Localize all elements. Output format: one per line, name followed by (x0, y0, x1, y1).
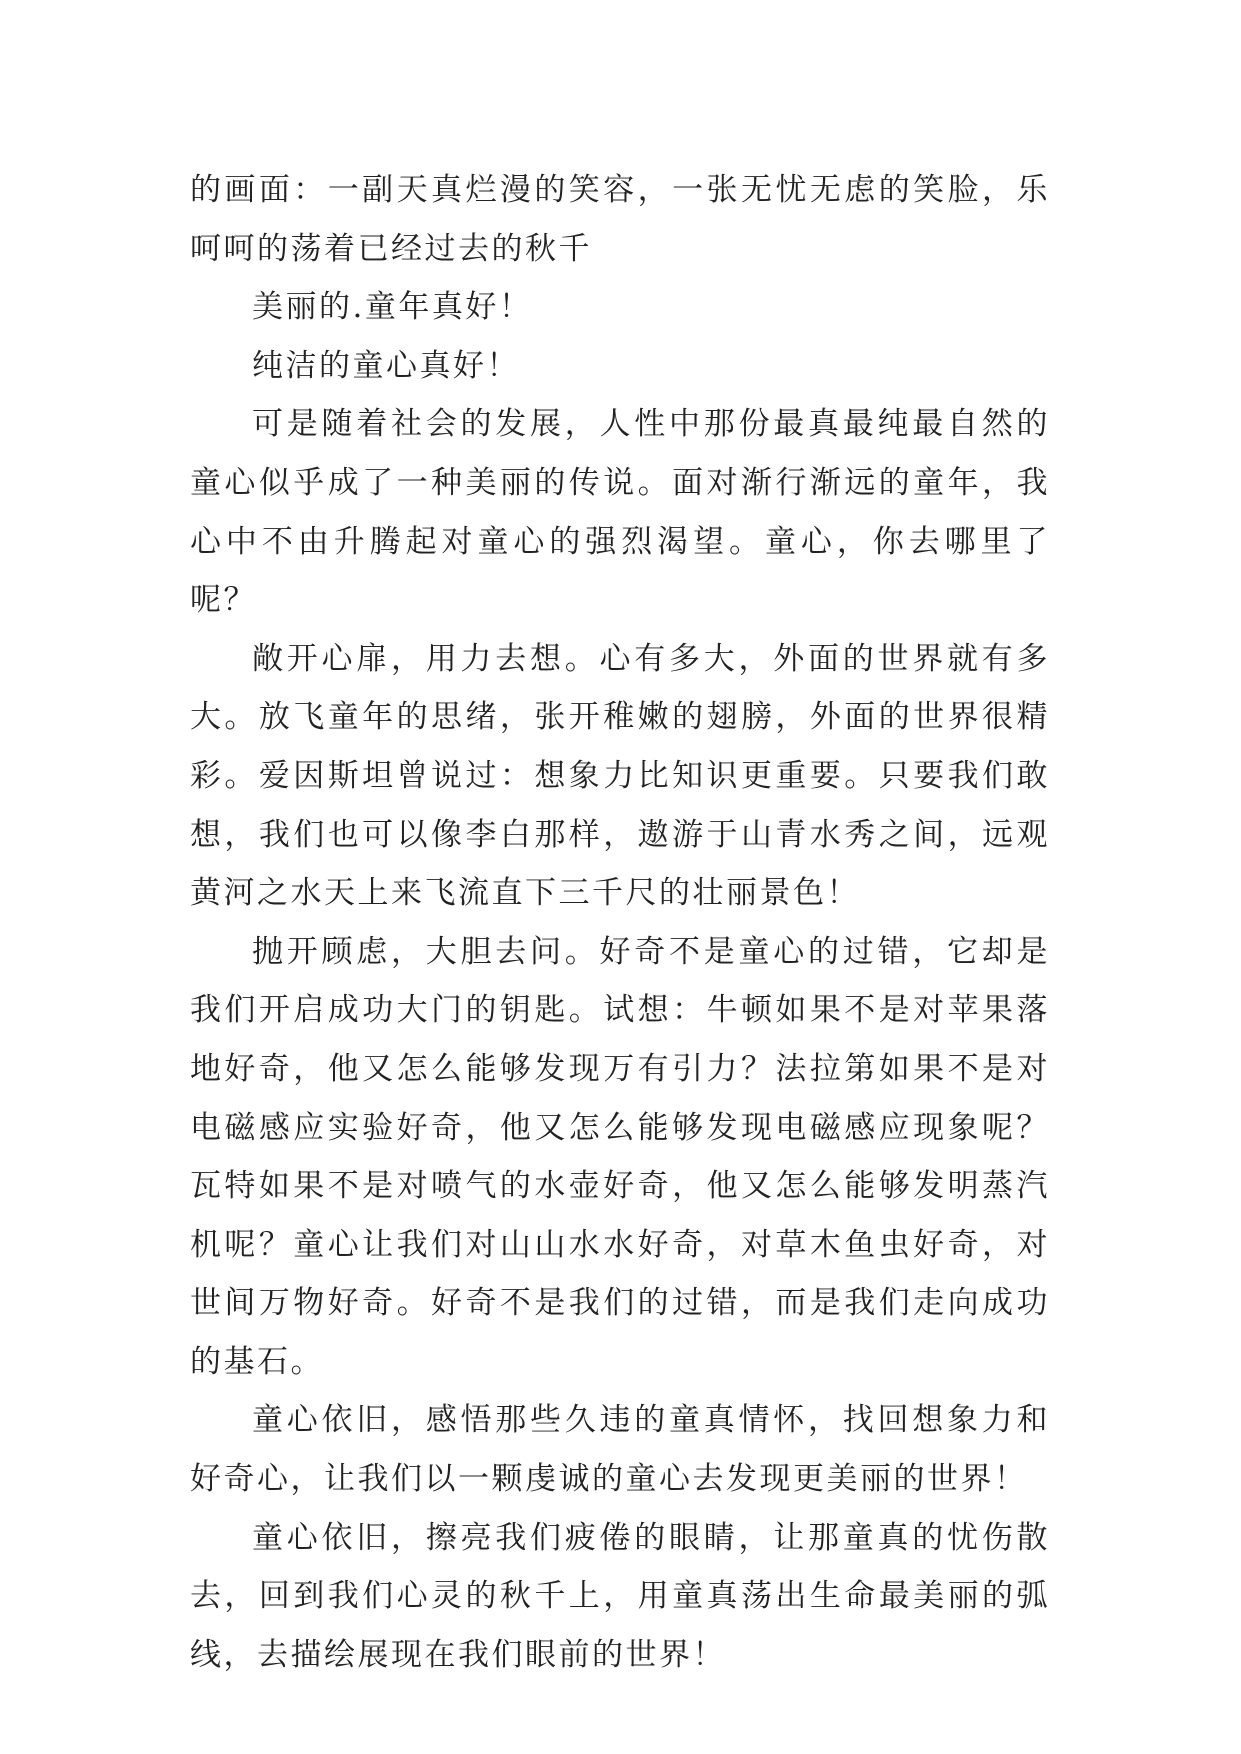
paragraph-7: 童心依旧，感悟那些久违的童真情怀，找回想象力和好奇心，让我们以一颗虔诚的童心去发现更美丽的世界！ (190, 1402, 1050, 1498)
document-body (190, 161, 1050, 1684)
paragraph-2: 美丽的.童年真好！ (252, 289, 533, 326)
paragraph-4: 可是随着社会的发展，人性中那份最真最纯最自然的童心似乎成了一种美丽的传说。面对渐行渐远的童年，我心中不由升腾起对童心的强烈渴望。童心，你去哪里了呢？ (190, 406, 1050, 619)
paragraph-3: 纯洁的童心真好！ (252, 347, 520, 384)
paragraph-1: 的画面：一副天真烂漫的笑容，一张无忧无虑的笑脸，乐呵呵的荡着已经过去的秋千 (190, 172, 1050, 267)
paragraph-6: 抛开顾虑，大胆去问。好奇不是童心的过错，它却是我们开启成功大门的钥匙。试想：牛顿如果不是对苹果落地好奇，他又怎么能够发现万有引力？法拉第如果不是对电磁感应实验好奇，他又怎么能够发现电磁感应现象呢？瓦特如果不是对喷气的水壶好奇，他又怎么能够发明蒸汽机呢？童心让我们对山山水水好奇，对草木鱼虫好奇，对世间万物好奇。好奇不是我们的过错，而是我们走向成功的基石。 (190, 933, 1050, 1380)
paragraph-8: 童心依旧，擦亮我们疲倦的眼睛，让那童真的忧伤散去，回到我们心灵的秋千上，用童真荡出生命最美丽的弧线，去描绘展现在我们眼前的世界！ (190, 1519, 1050, 1673)
paragraph-5: 敞开心扉，用力去想。心有多大，外面的世界就有多大。放飞童年的思绪，张开稚嫩的翅膀，外面的世界很精彩。爱因斯坦曾说过：想象力比知识更重要。只要我们敢想，我们也可以像李白那样，遨游于山青水秀之间，远观黄河之水天上来飞流直下三千尺的壮丽景色！ (190, 640, 1050, 912)
